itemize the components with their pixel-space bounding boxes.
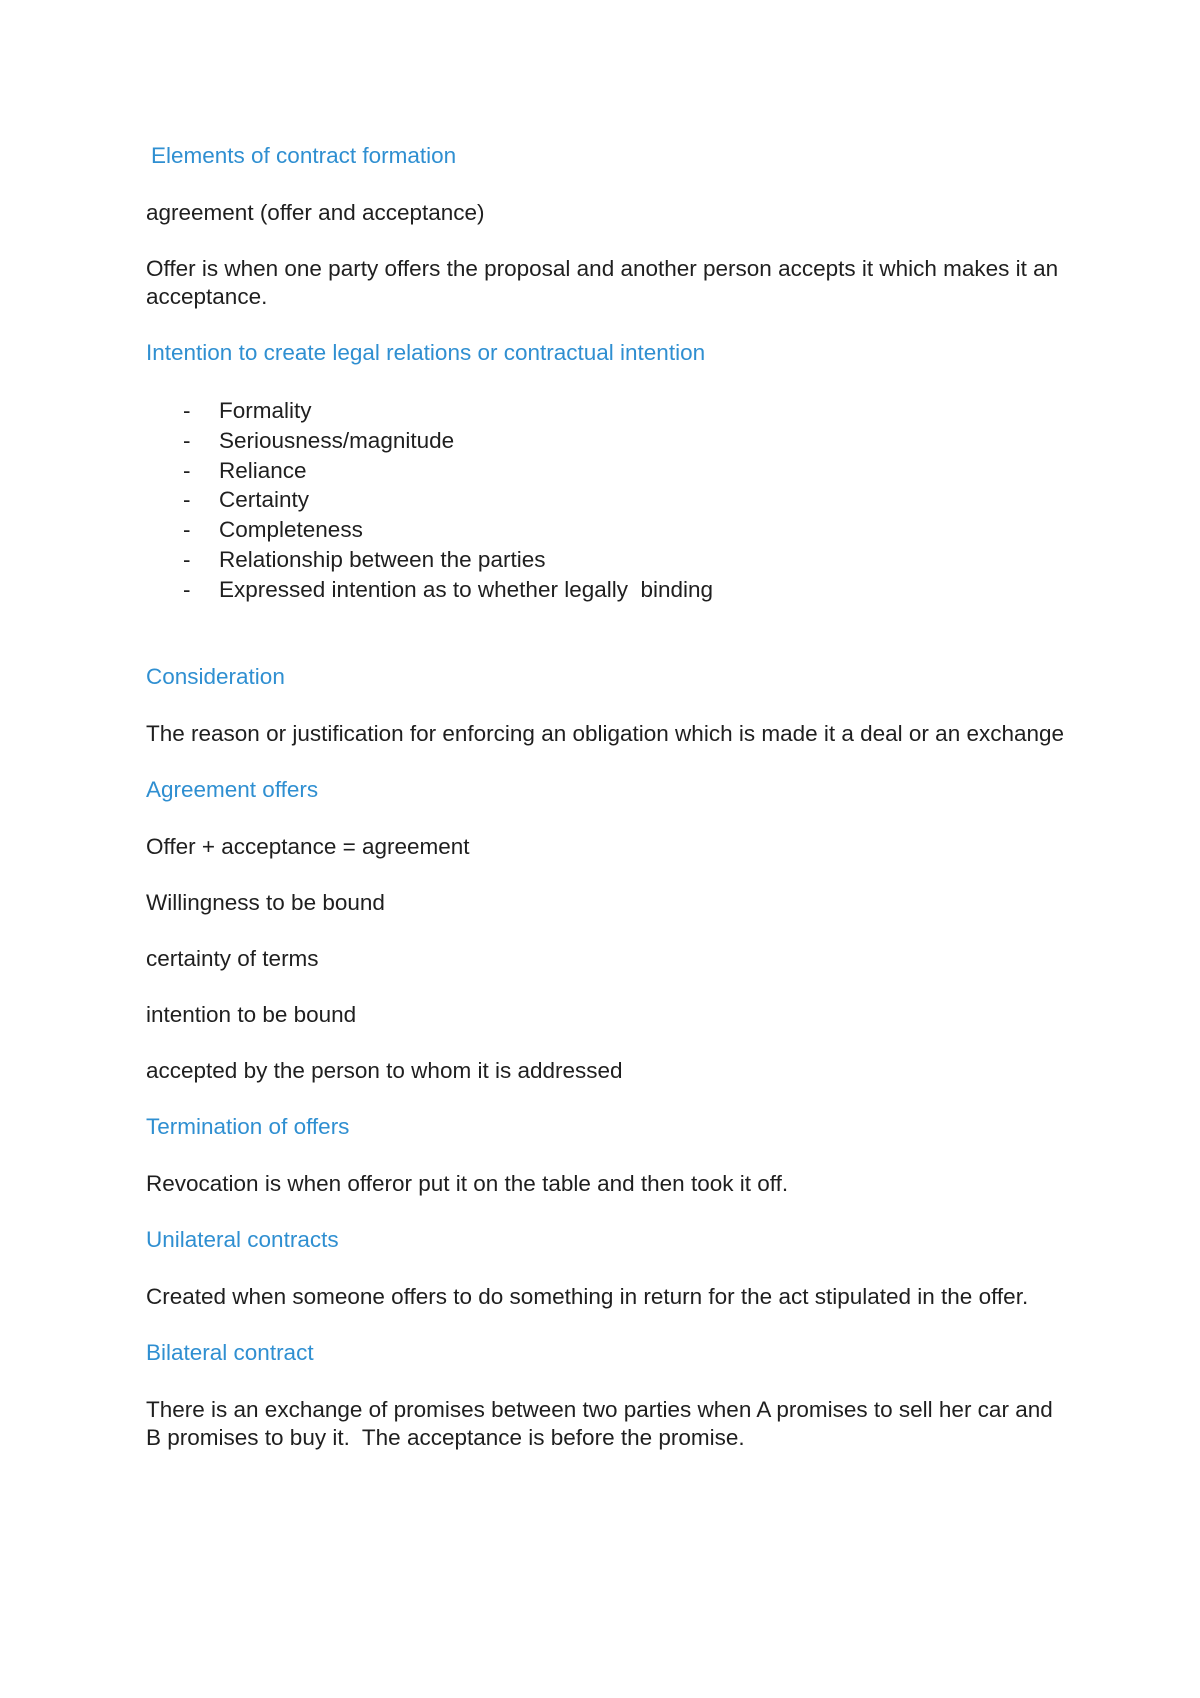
- section-heading-bilateral: Bilateral contract: [146, 1339, 314, 1365]
- document-body: [146, 142, 1066, 1480]
- paragraph: certainty of terms: [146, 945, 319, 971]
- dash-bullet: -: [183, 427, 191, 453]
- section-heading-intention: Intention to create legal relations or contractual intention: [146, 340, 706, 365]
- dash-bullet: -: [183, 398, 191, 423]
- paragraph: Willingness to be bound: [146, 889, 385, 915]
- list-item-text: Formality: [219, 398, 312, 423]
- paragraph: intention to be bound: [146, 1001, 357, 1027]
- paragraph: Created when someone offers to do something in return for the act stipulated in the offer.: [146, 1283, 1029, 1309]
- paragraph: Offer is when one party offers the proposal and another person accepts it which makes it an acceptance.: [146, 256, 1059, 309]
- dash-bullet: -: [183, 517, 191, 543]
- list-item-text: Reliance: [219, 457, 307, 483]
- dash-bullet: -: [183, 576, 191, 602]
- list-item: [146, 575, 1066, 605]
- paragraph: Revocation is when offeror put it on the table and then took it off.: [146, 1170, 789, 1196]
- list-item: [146, 456, 1066, 486]
- list-item-text: Relationship between the parties: [219, 546, 546, 572]
- section-heading-elements: Elements of contract formation: [151, 143, 457, 168]
- section-heading-termination: Termination of offers: [146, 1113, 350, 1139]
- section-heading-consideration: Consideration: [146, 663, 285, 689]
- list-item: [146, 515, 1066, 545]
- dash-bullet: -: [183, 457, 191, 483]
- section-heading-unilateral: Unilateral contracts: [146, 1226, 339, 1252]
- list-item-text: Expressed intention as to whether legally binding: [219, 576, 714, 602]
- list-item: [146, 545, 1066, 575]
- paragraph: There is an exchange of promises between two parties when A promises to sell her car and B promises to buy it. The acceptance is before the promise.: [146, 1396, 1060, 1450]
- list-item-text: Seriousness/magnitude: [219, 427, 455, 453]
- dash-bullet: -: [183, 487, 191, 513]
- list-item-text: Completeness: [219, 517, 363, 543]
- paragraph: Offer + acceptance = agreement: [146, 833, 470, 859]
- list-item: [146, 396, 1066, 426]
- list-item-text: Certainty: [219, 487, 310, 513]
- list-item: [146, 485, 1066, 515]
- section-heading-agreement-offers: Agreement offers: [146, 776, 319, 802]
- list-item: [146, 426, 1066, 456]
- paragraph: agreement (offer and acceptance): [146, 200, 485, 225]
- dash-bullet: -: [183, 546, 191, 572]
- paragraph: The reason or justification for enforcing an obligation which is made it a deal or an exchange: [146, 720, 1065, 746]
- paragraph: accepted by the person to whom it is addressed: [146, 1057, 623, 1083]
- intention-factors-list: [146, 396, 1066, 605]
